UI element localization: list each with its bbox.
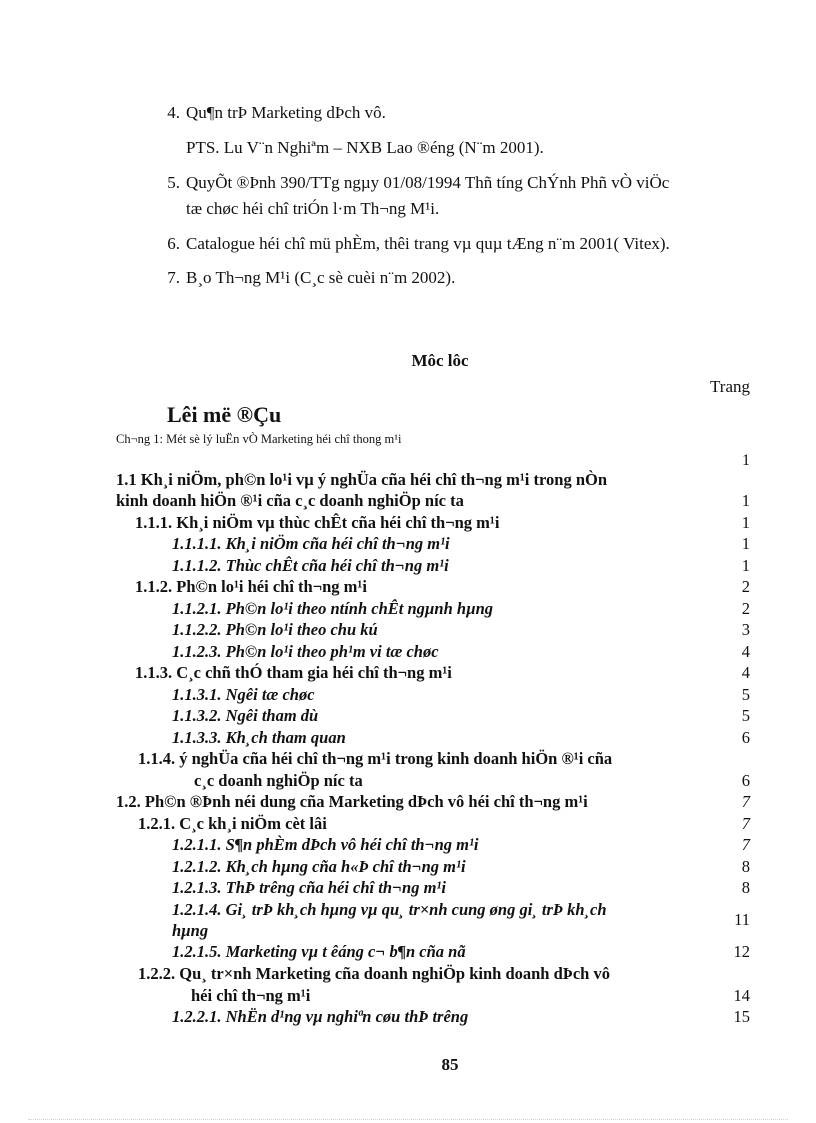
toc-entry (0, 513, 816, 534)
toc-entry-text: 1.2.1.3. ThÞ trêng cña héi chî th¬ng m¹i (172, 878, 446, 897)
toc-entry-text: 1.1 Kh¸i niÖm, ph©n lo¹i vµ ý nghÜa cña héi chî th¬ng m¹i trong nÒn (116, 470, 608, 489)
toc-entry (0, 1007, 816, 1028)
reference-title: Catalogue héi chî mü phÈm, thêi trang vµ quµ tÆng n¨m 2001( Vitex). (186, 234, 670, 253)
page-number: 85 (441, 1055, 459, 1074)
toc-entry (0, 534, 816, 555)
toc-entry-page: 1 (741, 491, 750, 510)
toc-entry-text: 1.1.2.2. Ph©n lo¹i theo chu kú (172, 620, 378, 639)
reference-title-cont: tæ chøc héi chî triÓn l·m Th¬ng M¹i. (186, 199, 440, 218)
intro-heading: Lêi më ®Çu (167, 402, 282, 427)
toc-entry-page: 15 (733, 1007, 750, 1026)
toc-entry-text: kinh doanh hiÖn ®¹i cña c¸c doanh nghiÖp níc ta (116, 491, 464, 510)
toc-entry (0, 986, 816, 1007)
toc-entry (0, 642, 816, 663)
toc-entry (0, 599, 816, 620)
toc-entry-text: 1.2.1.5. Marketing vµ t êáng c¬ b¶n cña nã (172, 942, 466, 961)
toc-entry-page: 1 (741, 513, 750, 532)
toc-entry-page: 6 (741, 728, 750, 747)
toc-entry-text: 1.1.1.1. Kh¸i niÖm cña héi chî th¬ng m¹i (172, 534, 450, 553)
toc-entry-text: 1.1.2.3. Ph©n lo¹i theo ph¹m vi tæ chøc (172, 642, 439, 661)
toc-entry (0, 857, 816, 878)
toc-entry-text: 1.2.1.1. S¶n phÈm dÞch vô héi chî th¬ng m¹i (172, 835, 479, 854)
toc-entry-page: 7 (741, 792, 750, 811)
toc-entry (0, 771, 816, 792)
toc-entry-page: 12 (733, 942, 750, 961)
toc-entry-text: 1.1.4. ý nghÜa cña héi chî th¬ng m¹i trong kinh doanh hiÖn ®¹i cña (138, 749, 613, 768)
toc-entry-page: 5 (741, 685, 750, 704)
toc-entry-text: 1.1.3.2. Ngêi tham dù (172, 706, 319, 725)
toc-entry-text: héi chî th¬ng m¹i (191, 986, 311, 1005)
toc-entry-page: 11 (734, 910, 750, 929)
reference-author: PTS. Lu V¨n Nghiªm – NXB Lao ®éng (N¨m 2001). (186, 138, 544, 157)
toc-entry-page: 7 (741, 814, 750, 833)
page-column-label: Trang (710, 377, 750, 396)
toc-entry-page: 3 (741, 620, 750, 639)
toc-entry-page: 7 (741, 835, 750, 854)
toc-entry (0, 685, 816, 706)
toc-entry-page: 4 (741, 663, 750, 682)
toc-entry-text: hµng (172, 921, 209, 940)
toc-entry-text: 1.1.3.3. Kh¸ch tham quan (172, 728, 346, 747)
toc-entry (0, 577, 816, 598)
toc-entry (0, 491, 816, 512)
toc-entry-text: 1.1.2. Ph©n lo¹i héi chî th¬ng m¹i (135, 577, 367, 596)
toc-entry-text: 1.1.1.2. Thùc chÊt cña héi chî th¬ng m¹i (172, 556, 449, 575)
toc-entry-text: 1.2.1.2. Kh¸ch hµng cña h«Þ chî th¬ng m¹i (172, 857, 466, 876)
toc-entry-text: 1.2.1.4. Gi¸ trÞ kh¸ch hµng vµ qu¸ tr×nh cung øng gi¸ trÞ kh¸ch (172, 900, 607, 919)
toc-entry (0, 964, 816, 985)
toc-entry-text: c¸c doanh nghiÖp níc ta (194, 771, 363, 790)
toc-entry-page: 1 (741, 556, 750, 575)
toc-entry-page: 5 (741, 706, 750, 725)
toc-entry (0, 556, 816, 577)
toc-entry (0, 878, 816, 899)
toc-entry (0, 792, 816, 813)
toc-entry (0, 663, 816, 684)
toc-entry (0, 620, 816, 641)
toc-entry (0, 814, 816, 835)
toc-entry-text: 1.1.2.1. Ph©n lo¹i theo ntính chÊt ngµnh hµng (172, 599, 494, 618)
reference-number: 4. (167, 103, 180, 122)
toc-entry-text: 1.1.3.1. Ngêi tæ chøc (172, 685, 315, 704)
toc-entry (0, 749, 816, 770)
reference-title: QuyÕt ®Þnh 390/TTg ngµy 01/08/1994 Thñ tíng ChÝnh Phñ vÒ viÖc (186, 173, 670, 192)
toc-entry-page: 8 (741, 878, 750, 897)
toc-entry (0, 706, 816, 727)
toc-entry-page: 14 (733, 986, 750, 1005)
toc-entry (0, 728, 816, 749)
reference-title: B¸o Th¬ng M¹i (C¸c sè cuèi n¨m 2002). (186, 268, 456, 287)
toc-entry-text: 1.1.3. C¸c chñ thÓ tham gia héi chî th¬ng m¹i (135, 663, 452, 682)
reference-number: 5. (167, 173, 180, 192)
toc-entry-page: 2 (741, 599, 750, 618)
reference-title: Qu¶n trÞ Marketing dÞch vô. (186, 103, 386, 122)
page-bottom-dotted-rule (28, 1119, 788, 1120)
toc-title: Môc lôc (411, 351, 469, 370)
toc-entry-text: 1.2. Ph©n ®Þnh néi dung cña Marketing dÞch vô héi chî th¬ng m¹i (116, 792, 588, 811)
chapter-title: Ch¬ng 1: Mét sè lý luËn vÒ Marketing héi chî thong m¹i (116, 432, 402, 446)
toc-entry (0, 921, 816, 942)
reference-number: 7. (167, 268, 180, 287)
toc-entry (0, 835, 816, 856)
toc-entry-text: 1.2.1. C¸c kh¸i niÖm cèt lâi (138, 814, 327, 833)
toc-entry-text: 1.2.2.1. NhËn d¹ng vµ nghiªn cøu thÞ trêng (172, 1007, 469, 1026)
toc-entry-page: 1 (741, 534, 750, 553)
toc-entry-page: 2 (741, 577, 750, 596)
toc-entry-page: 8 (741, 857, 750, 876)
toc-entry (0, 942, 816, 963)
toc-entry-text: 1.2.2. Qu¸ tr×nh Marketing cña doanh nghiÖp kinh doanh dÞch vô (138, 964, 610, 983)
toc-entry (0, 470, 816, 491)
toc-entry-page: 6 (741, 771, 750, 790)
toc-entry-page: 4 (741, 642, 750, 661)
chapter-page: 1 (742, 452, 750, 469)
reference-number: 6. (167, 234, 180, 253)
toc-entry-text: 1.1.1. Kh¸i niÖm vµ thùc chÊt cña héi chî th¬ng m¹i (135, 513, 500, 532)
